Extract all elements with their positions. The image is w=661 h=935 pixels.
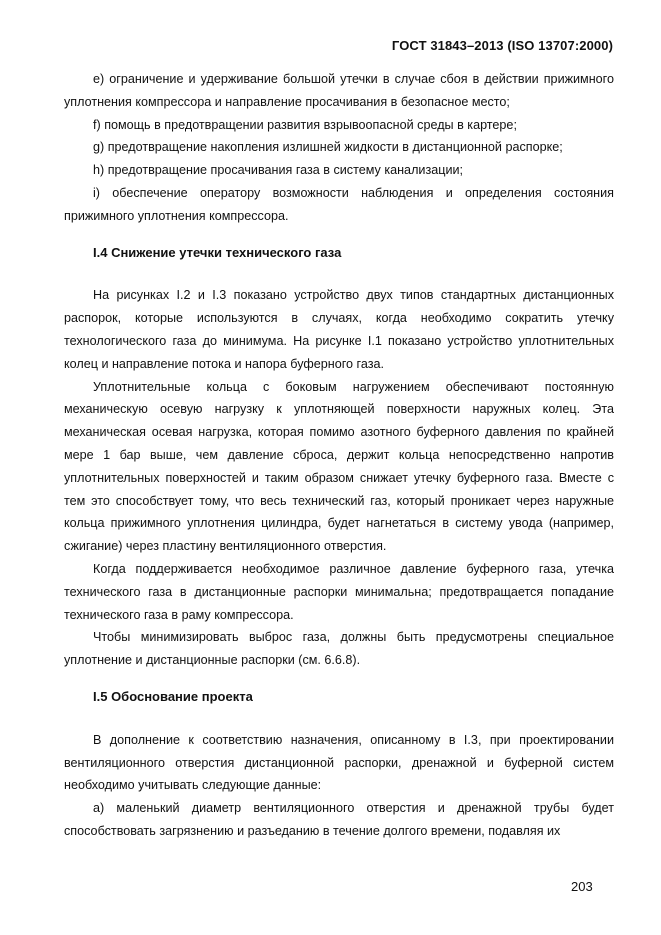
list-item-h: h) предотвращение просачивания газа в систему канализации; bbox=[93, 163, 464, 178]
list-item-e: e) ограничение и удерживание большой утечки в случае сбоя в действии прижимного уплотнения компрессора и направление просачивания в безопасное место; bbox=[64, 72, 614, 109]
paragraph: В дополнение к соответствию назначения, описанному в I.3, при проектировании вентиляционного отверстия дистанционной распорки, дренажной и буферной систем необходимо учитывать следующие данные: bbox=[64, 732, 614, 793]
page-number: 203 bbox=[571, 879, 593, 894]
paragraph: Уплотнительные кольца с боковым нагружением обеспечивают постоянную механическую осевую нагрузку к уплотняющей поверхности наружных колец. Эта механическая осевая нагрузка, которая помимо азотного буферного давления по крайней мере 1 бар выше, чем давление сброса, держит кольца непосредственно напротив уплотнительных поверхностей и таким образом снижает утечку буферного газа. Вместе с тем это способствует тому, что весь технический газ, который проникает через наружные кольца прижимного уплотнения цилиндра, будет нагнетаться в систему увода (например, сжигание) через пластину вентиляционного отверстия. bbox=[64, 379, 614, 554]
paragraph: Когда поддерживается необходимое различное давление буферного газа, утечка технического газа в дистанционные распорки минимальна; предотвращается попадание технического газа в раму компрессора. bbox=[64, 561, 614, 622]
list-item-g: g) предотвращение накопления излишней жидкости в дистанционной распорке; bbox=[93, 140, 563, 155]
page-content bbox=[64, 68, 614, 843]
list-item-f: f) помощь в предотвращении развития взрывоопасной среды в картере; bbox=[93, 117, 517, 132]
document-header: ГОСТ 31843–2013 (ISO 13707:2000) bbox=[391, 38, 613, 53]
paragraph: На рисунках I.2 и I.3 показано устройство двух типов стандартных дистанционных распорок, которые используются в случаях, когда необходимо сократить утечку технологического газа до минимума. На рисунке I.1 показано устройство уплотнительных колец и направление потока и напора буферного газа. bbox=[64, 288, 614, 371]
paragraph: Чтобы минимизировать выброс газа, должны быть предусмотрены специальное уплотнение и дистанционные распорки (см. 6.6.8). bbox=[64, 630, 614, 668]
paragraph: а) маленький диаметр вентиляционного отверстия и дренажной трубы будет способствовать загрязнению и разъеданию в течение долгого времени, подавляя их bbox=[64, 801, 614, 838]
section-heading-i5: I.5 Обоснование проекта bbox=[93, 688, 253, 704]
list-item-i: i) обеспечение оператору возможности наблюдения и определения состояния прижимного уплотнения компрессора. bbox=[64, 185, 614, 223]
section-heading-i4: I.4 Снижение утечки технического газа bbox=[93, 244, 342, 260]
